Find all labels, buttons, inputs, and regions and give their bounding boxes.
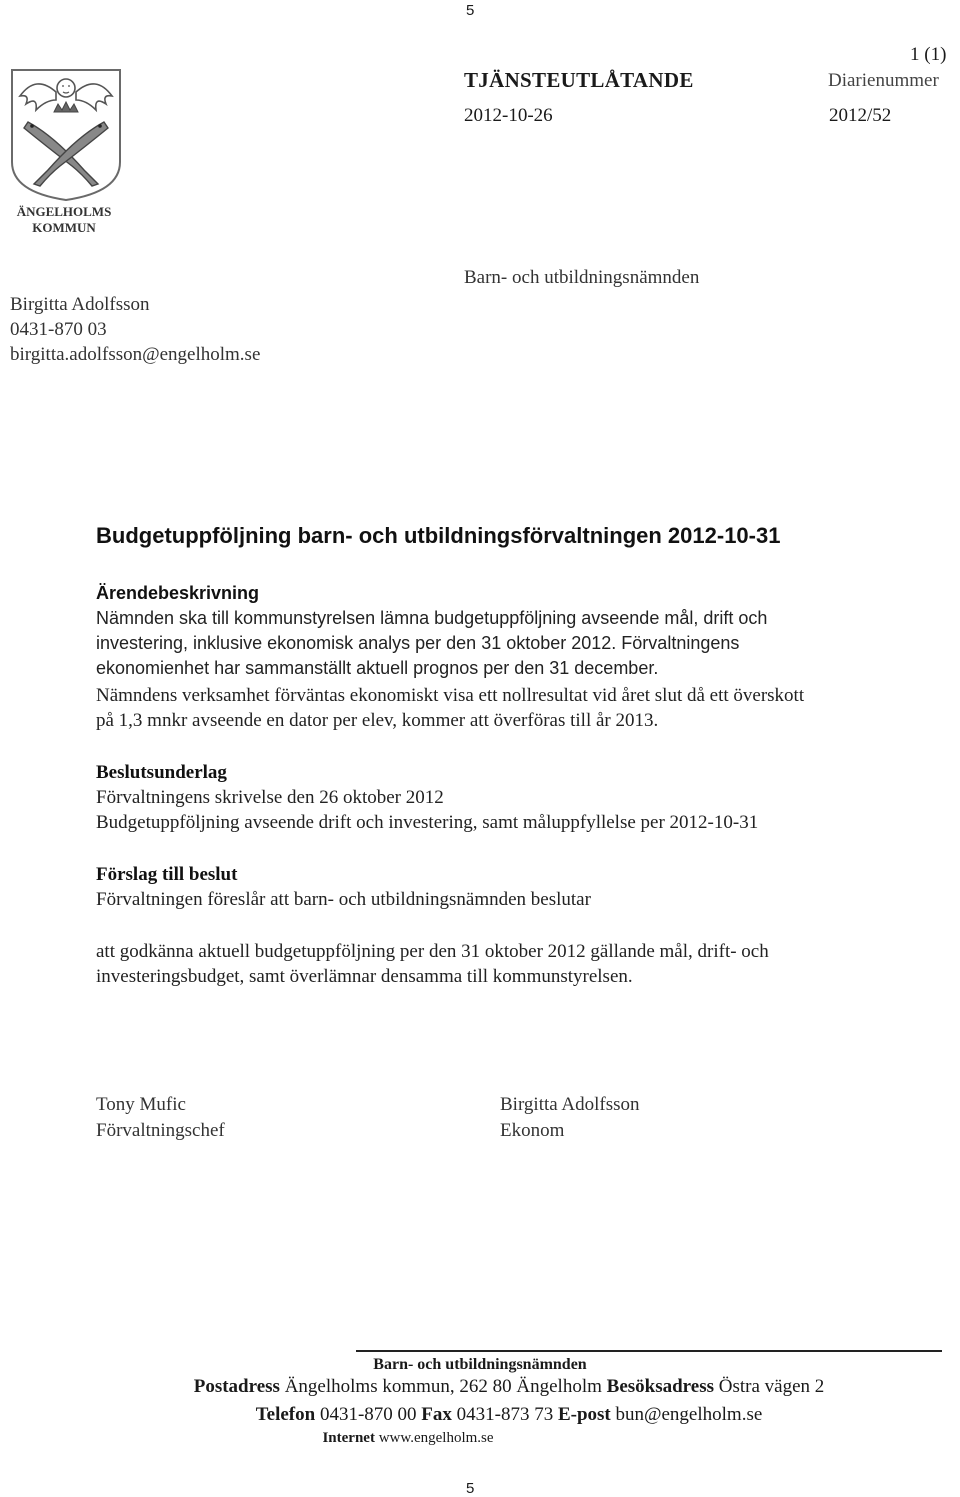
page-number-top: 5 [466,2,475,19]
internet-value: www.engelholm.se [378,1430,494,1446]
postadress-value: Ängelholms kommun, 262 80 Ängelholm [284,1376,602,1397]
forslag-heading: Förslag till beslut [96,864,238,885]
signature-right [500,1092,640,1144]
beslutsunderlag-line: Budgetuppföljning avseende drift och investering, samt måluppfyllelse per 2012-10-31 [96,812,759,833]
epost-value: bun@engelholm.se [615,1404,763,1425]
author-name: Birgitta Adolfsson [10,294,150,315]
document-date: 2012-10-26 [464,105,553,126]
footer-contact-line [0,1404,960,1426]
arende-continuation [96,683,916,733]
arende-line: Nämndens verksamhet förväntas ekonomiskt visa ett nollresultat vid året slut då ett överskott [96,685,805,706]
arende-line: Nämnden ska till kommunstyrelsen lämna budgetuppföljning avseende mål, drift och [96,608,768,628]
beslutsunderlag-heading: Beslutsunderlag [96,762,227,783]
diarie-number: 2012/52 [829,105,892,126]
municipality-name [8,204,120,236]
forslag-section [96,862,916,912]
footer-internet-line [0,1430,816,1447]
page-number-bottom: 5 [466,1480,475,1497]
author-phone: 0431-870 03 [10,319,107,340]
municipality-name-line2: KOMMUN [32,220,96,235]
document-title: Budgetuppföljning barn- och utbildningsförvaltningen 2012-10-31 [96,523,781,548]
recipient: Barn- och utbildningsnämnden [464,267,700,288]
footer-department: Barn- och utbildningsnämnden [373,1356,587,1373]
forslag-intro: Förvaltningen föreslår att barn- och utbildningsnämnden beslutar [96,889,591,910]
footer-address-line [0,1376,960,1398]
telefon-value: 0431-870 00 [319,1404,417,1425]
arende-line: på 1,3 mnkr avseende en dator per elev, kommer att överföras till år 2013. [96,710,659,731]
signature-role: Ekonom [500,1120,565,1141]
postadress-label: Postadress [193,1376,280,1397]
signature-name: Tony Mufic [96,1094,186,1115]
fax-label: Fax [421,1404,452,1425]
forslag-att-clause [96,939,916,989]
signature-left [96,1092,225,1144]
signature-name: Birgitta Adolfsson [500,1094,640,1115]
fax-value: 0431-873 73 [456,1404,554,1425]
page-count: 1 (1) [910,44,947,65]
author-block [10,292,260,367]
beslutsunderlag-line: Förvaltningens skrivelse den 26 oktober 2012 [96,787,444,808]
document-type: TJÄNSTEUTLÅTANDE [464,68,694,92]
diarie-label: Diarienummer [828,70,939,91]
signature-role: Förvaltningschef [96,1120,225,1141]
internet-label: Internet [322,1430,375,1446]
beslutsunderlag-section [96,760,916,835]
arende-line: investering, inklusive ekonomisk analys per den 31 oktober 2012. Förvaltningens [96,633,740,653]
forslag-line: investeringsbudget, samt överlämnar densamma till kommunstyrelsen. [96,966,633,987]
municipality-name-line1: ÄNGELHOLMS [16,204,112,219]
besoksadress-value: Östra vägen 2 [718,1376,825,1397]
telefon-label: Telefon [255,1404,316,1425]
footer-divider [356,1350,942,1352]
besoksadress-label: Besöksadress [606,1376,714,1397]
arende-heading: Ärendebeskrivning [96,583,260,603]
arende-section [96,581,916,681]
arende-line: ekonomienhet har sammanställt aktuell prognos per den 31 december. [96,658,659,678]
epost-label: E-post [557,1404,611,1425]
author-email: birgitta.adolfsson@engelholm.se [10,344,261,365]
forslag-line: att godkänna aktuell budgetuppföljning per den 31 oktober 2012 gällande mål, drift- och [96,941,769,962]
